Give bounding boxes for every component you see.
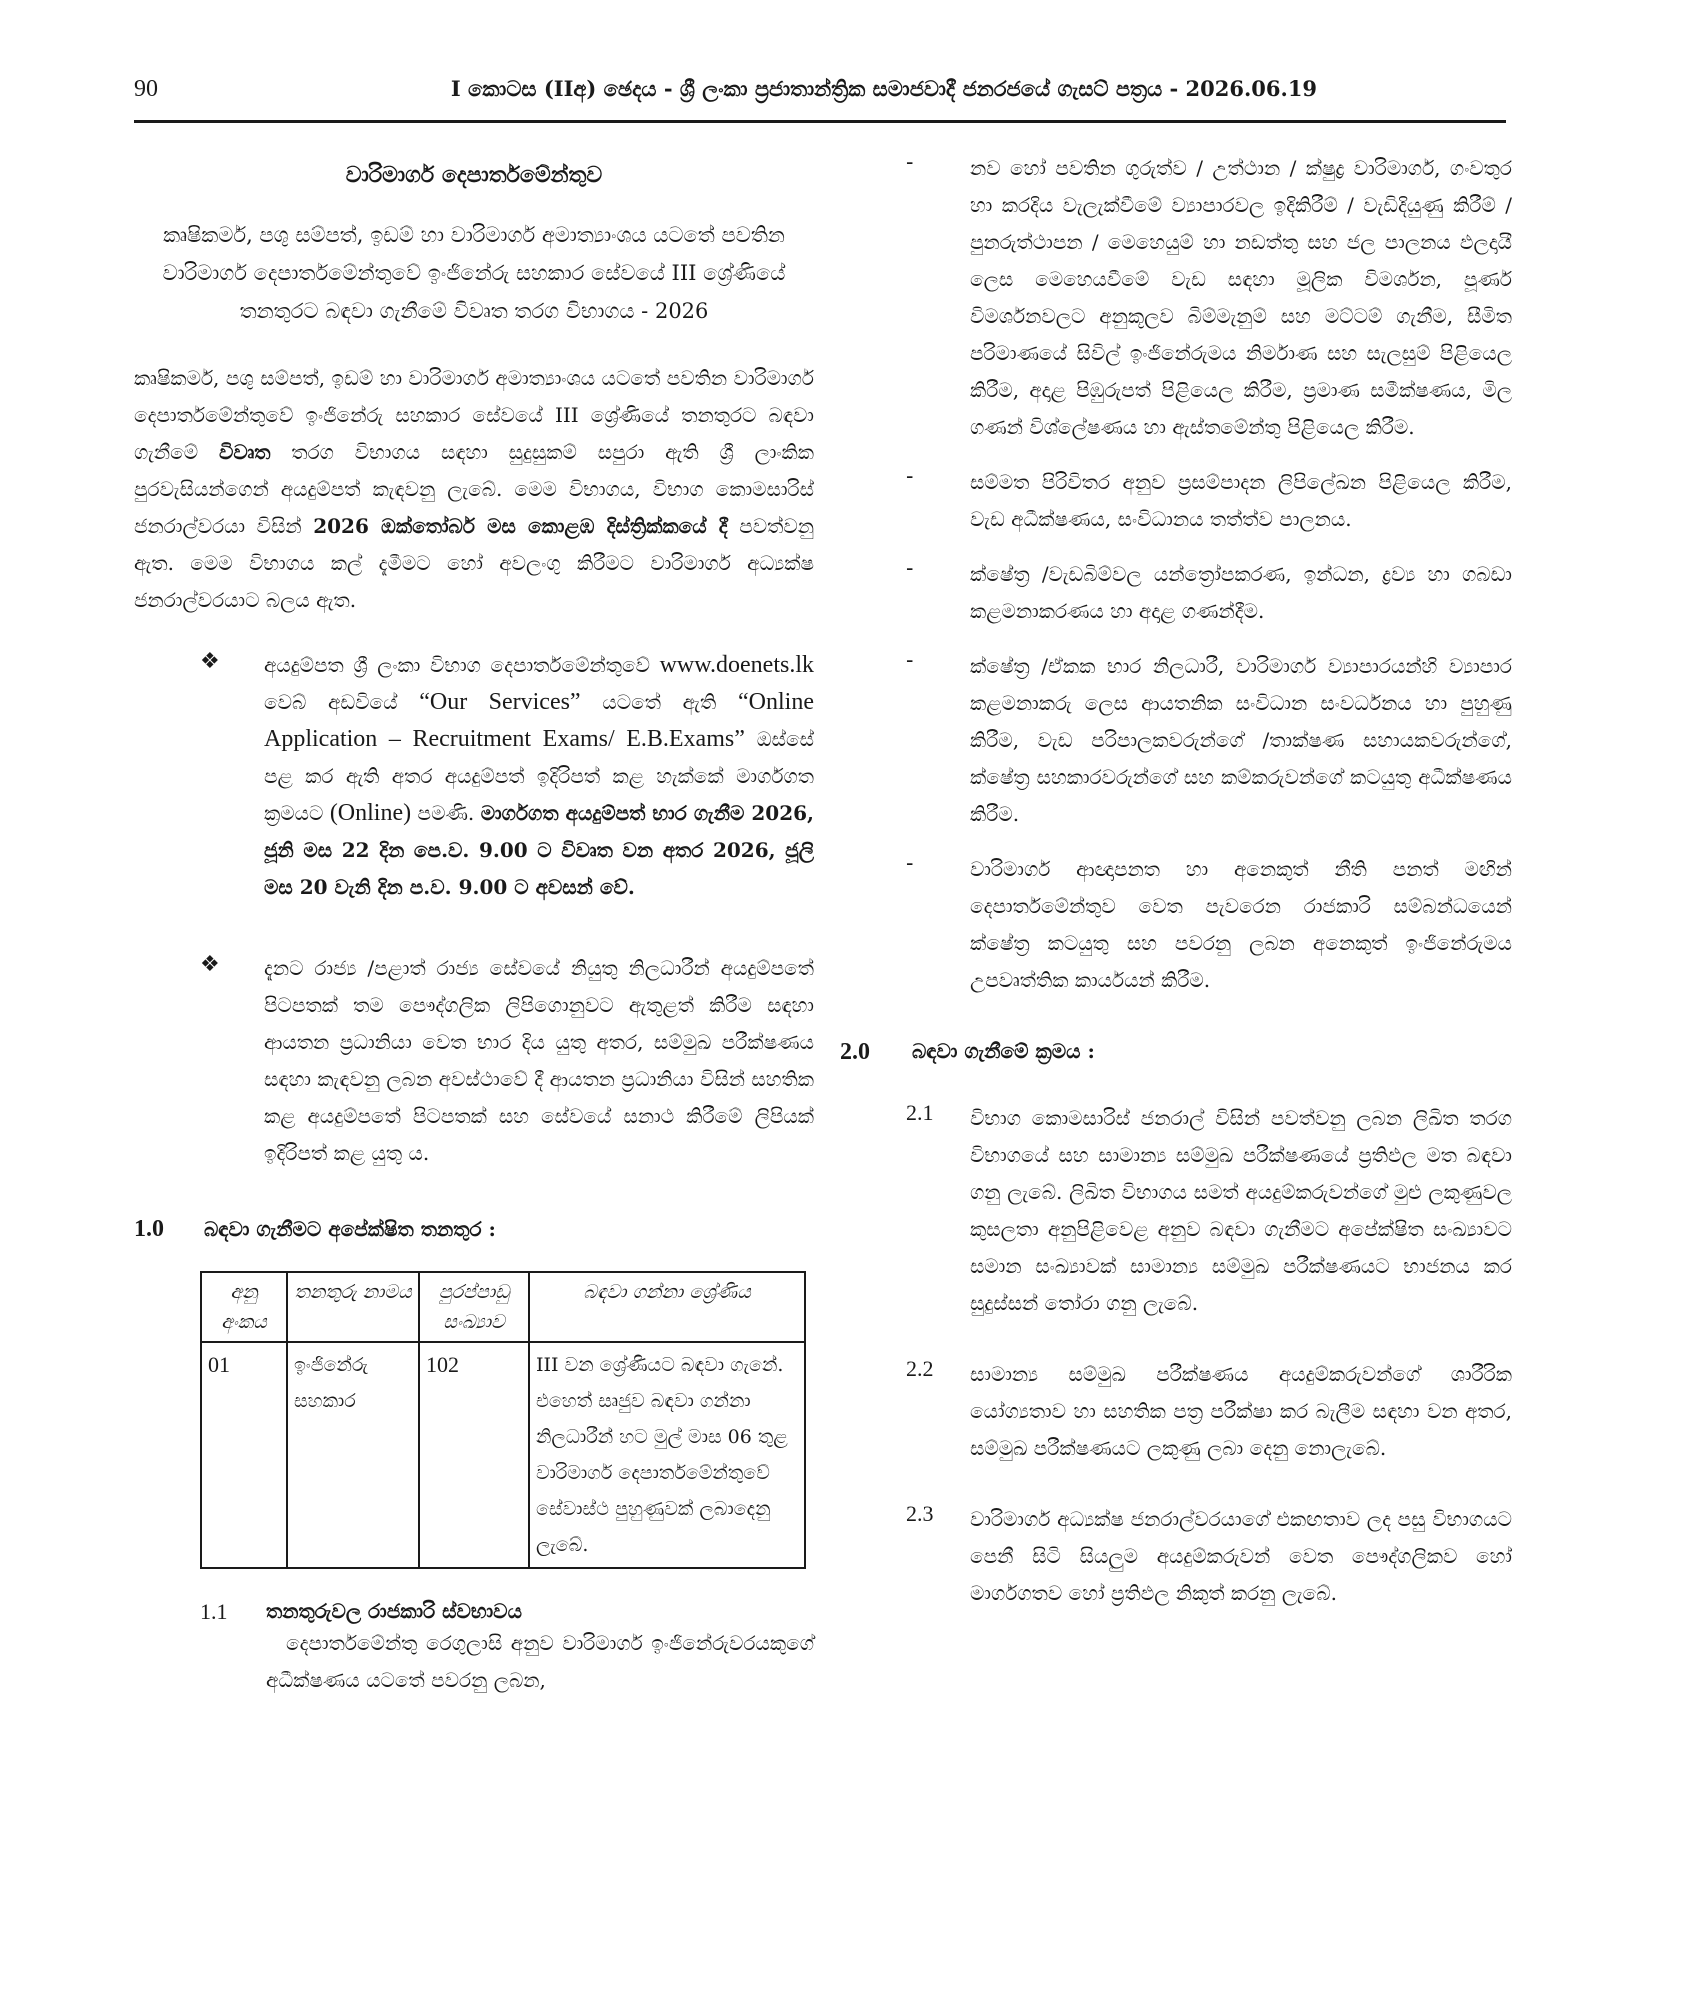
website-link[interactable]: www.doenets.lk bbox=[659, 652, 814, 678]
section-2-number: 2.0 bbox=[840, 1039, 870, 1065]
dash-marker: - bbox=[906, 464, 914, 489]
application-dates: මාර්ගගත අයදුම්පත් භාර ගැනීම 2026, ජූනි මස 22 දින පෙ.ව. 9.00 ට විවෘත වන අතර 2026, ජූලි මස 20 වැනි දින ප.ව. 9.00 ට අවසන් වේ. bbox=[264, 801, 814, 899]
posts-table bbox=[200, 1271, 806, 1569]
bullet-mark-icon: ❖ bbox=[200, 952, 220, 977]
section-1-1-number: 1.1 bbox=[200, 1599, 228, 1624]
cell-post-name: ඉංජිනේරු සහකාර bbox=[287, 1342, 419, 1568]
dash-marker: - bbox=[906, 648, 914, 673]
list-item bbox=[840, 150, 1512, 446]
left-column bbox=[134, 150, 814, 1699]
column-header-grade: බඳවා ගන්නා ශ්‍රේණිය bbox=[529, 1272, 805, 1342]
section-2-title: බඳවා ගැනීමේ ක්‍රමය : bbox=[912, 1039, 1095, 1063]
list-item bbox=[840, 556, 1512, 630]
bullet-public-officers bbox=[134, 950, 814, 1172]
item-text: සාමාන්‍ය සම්මුඛ පරීක්ෂණය අයදුම්කරුවන්ගේ ශාරීරික යෝග්‍යතාව හා සහතික පත්‍ර පරීක්ෂා කර බැලීම සඳහා වන අතර, සම්මුඛ පරීක්ෂණයට ලකුණු ලබා දෙනු නොලැබේ. bbox=[970, 1362, 1512, 1460]
bullet-application-text bbox=[264, 647, 814, 906]
duty-text: නව හෝ පවතින ගුරුත්ව / උත්ථාන / ක්ෂුද්‍ර වාරිමාර්ග, ගංවතුර හා කරදිය වැලැක්වීමේ ව්‍යාපාරවල ඉදිකිරීම් / වැඩිදියුණු කිරීම් / පුනරුත්ථාපන / මෙහෙයුම් හා නඩත්තු සහ ජල පාලනය ඵලදායී ලෙස මෙහෙයවීමේ වැඩ සඳහා මූලික විමර්ශන, පූර්ණ විමර්ශනවලට අනුකූලව බිම්මැනුම් සහ මට්ටම් ගැනීම, සීමිත පරිමාණයේ සිවිල් ඉංජිනේරුමය නිර්මාණ සහ සැලසුම් පිළියෙල කිරීම, අදාළ පිඹුරුපත් පිළියෙල කිරීම, ප්‍රමාණ සමීක්ෂණය, මිල ගණන් විශ්ලේෂණය හා ඇස්තමේන්තු පිළියෙල කිරීම. bbox=[970, 156, 1512, 439]
online-application-label: “Online Application – Recruitment Exams/ E.B.Exams” bbox=[264, 689, 814, 752]
bullet-application bbox=[134, 647, 814, 906]
list-item bbox=[840, 464, 1512, 538]
item-number: 2.2 bbox=[906, 1356, 934, 1381]
section-1-title: බඳවා ගැනීමට අපේක්ෂිත තනතුර : bbox=[204, 1217, 496, 1241]
intro-text-3: පවත්වනු ඇත. මෙම විභාගය කල් දැමීමට හෝ අවලංගු කිරීමට වාරිමාර්ග අධ්‍යක්ෂ ජනරාල්වරයාට බලය ඇත. bbox=[134, 514, 814, 612]
page-header bbox=[134, 70, 1506, 123]
bullet1-text-a: අයදුම්පත ශ්‍රී ලංකා විභාග දෙපාර්තමේන්තුවේ bbox=[264, 653, 660, 677]
section-1-1-text: දෙපාර්තමේන්තු රෙගුලාසි අනුව වාරිමාර්ග ඉංජිනේරුවරයකුගේ අධීක්ෂණය යටතේ පවරනු ලබන, bbox=[266, 1631, 814, 1692]
item-number: 2.1 bbox=[906, 1100, 934, 1125]
duty-text: සම්මත පිරිවිතර අනුව ප්‍රසම්පාදන ලිපිලේඛන පිළියෙල කිරීම, වැඩ අධීක්ෂණය, සංවිධානය තත්ත්ව පාලනය. bbox=[970, 470, 1512, 531]
duty-text: ක්ෂේත්‍ර /වැඩබිම්වල යන්ත්‍රෝපකරණ, ඉන්ධන, ද්‍රව්‍ය හා ගබඩා කළමනාකරණය හා අදාළ ගණන්දීම. bbox=[970, 562, 1512, 623]
bullet1-text-d: ඔස්සේ පළ කර ඇති අතර අයදුම්පත් ඉදිරිපත් කළ හැක්කේ මාර්ගගත ක්‍රමයට bbox=[264, 727, 814, 825]
cell-vacancies: 102 bbox=[419, 1342, 529, 1568]
intro-text-2: තරග විභාගය සඳහා සුදුසුකම් සපුරා ඇති ශ්‍රී ලාංකික පුරවැසියන්ගෙන් අයදුම්පත් කැඳවනු ලැබේ. මෙම විභාගය, විභාග කොමසාරිස් ජනරාල්වරයා විසින් bbox=[134, 440, 814, 538]
column-header-vacancies: පුරප්පාඩු සංඛ්‍යාව bbox=[419, 1272, 529, 1342]
dash-marker: - bbox=[906, 851, 914, 876]
bullet-mark-icon: ❖ bbox=[200, 649, 220, 674]
table-header-row bbox=[201, 1272, 805, 1342]
column-header-serial: අනු අංකය bbox=[201, 1272, 287, 1342]
table-row bbox=[201, 1342, 805, 1568]
cell-grade: III වන ශ්‍රේණියට බඳවා ගැනේ. එහෙත් සෘජුව බඳවා ගන්නා නිලධාරීන් හට මුල් මාස 06 තුළ වාරිමාර්ග දෙපාර්තමේන්තුවේ සේවාස්ථ පුහුණුවක් ලබාදෙනු ලැබේ. bbox=[529, 1342, 805, 1568]
recruitment-list bbox=[840, 1100, 1512, 1612]
duty-text: ක්ෂේත්‍ර /ඒකක භාර නිලධාරී, වාරිමාර්ග ව්‍යාපාරයන්හි ව්‍යාපාර කළමනාකරු ලෙස ආයතනික සංවිධාන සංවර්ධනය හා පුහුණු කිරීම, වැඩ පරිපාලකවරුන්ගේ /තාක්ෂණ සහායකවරුන්ගේ, ක්ෂේත්‍ර සහකාරවරුන්ගේ සහ කම්කරුවන්ගේ කටයුතු අධීක්ෂණය කිරීම. bbox=[970, 654, 1512, 826]
duties-list bbox=[840, 150, 1512, 999]
intro-text-1: කෘෂිකර්ම, පශු සම්පත්, ඉඩම් හා වාරිමාර්ග අමාත්‍යාංශය යටතේ පවතින වාරිමාර්ග දෙපාර්තමේන්තුවේ ඉංජිනේරු සහකාර සේවයේ III ශ්‍රේණියේ තනතුරට බඳවා ගැනීමේ bbox=[134, 366, 814, 464]
list-item bbox=[840, 851, 1512, 999]
dash-marker: - bbox=[906, 556, 914, 581]
section-1-heading bbox=[134, 1216, 814, 1243]
our-services-label: “Our Services” bbox=[419, 689, 581, 715]
duty-text: වාරිමාර්ග ආඥාපනත හා අනෙකුත් නීති පනත් මඟින් දෙපාර්තමේන්තුව වෙත පැවරෙන රාජකාරි සම්බන්ධයෙන් ක්ෂේත්‍ර කටයුතු සහ පවරනු ලබන අනෙකුත් ඉංජිනේරුමය උපවෘත්තික කාර්යයන් කිරීම. bbox=[970, 857, 1512, 992]
section-1-1-title: තනතුරුවල රාජකාරි ස්වභාවය bbox=[266, 1599, 522, 1623]
item-number: 2.3 bbox=[906, 1501, 934, 1526]
dash-marker: - bbox=[906, 150, 914, 175]
section-1-1-heading bbox=[200, 1599, 814, 1625]
intro-bold-date: 2026 ඔක්තෝබර් මස කොළඹ දිස්ත්‍රික්කයේ දී bbox=[313, 514, 728, 538]
intro-bold-open: විවෘත bbox=[218, 440, 271, 464]
bullet1-text-e: පමණි. bbox=[411, 801, 481, 825]
item-text: විභාග කොමසාරිස් ජනරාල් විසින් පවත්වනු ලබන ලිඛිත තරග විභාගයේ සහ සාමාන්‍ය සම්මුඛ පරීක්ෂණයේ ප්‍රතිඵල මත බඳවා ගනු ලැබේ. ලිඛිත විභාගය සමත් අයදුම්කරුවන්ගේ මුළු ලකුණුවල කුසලතා අනුපිළිවෙළ අනුව බඳවා ගැනීමට අපේක්ෂිත සංඛ්‍යාවට සමාන සංඛ්‍යාවක් සාමාන්‍ය සම්මුඛ පරීක්ෂණයට භාජනය කර සුදුස්සන් තෝරා ගනු ලැබේ. bbox=[970, 1106, 1512, 1315]
section-1-number: 1.0 bbox=[134, 1216, 164, 1242]
notice-subtitle: කෘෂිකර්ම, පශු සම්පත්, ඉඩම් හා වාරිමාර්ග අමාත්‍යාංශය යටතේ පවතින වාරිමාර්ග දෙපාර්තමේන්තුවේ ඉංජිනේරු සහකාර සේවයේ III ශ්‍රේණියේ තනතුරට බඳවා ගැනීමේ විවෘත තරග විභාගය - 2026 bbox=[162, 223, 786, 323]
section-2-heading bbox=[840, 1039, 1512, 1066]
bullet1-text-c: යටතේ ඇති bbox=[580, 690, 739, 714]
list-item bbox=[840, 648, 1512, 833]
bullet1-text-b: වෙබ් අඩවියේ bbox=[264, 690, 420, 714]
list-item bbox=[840, 1501, 1512, 1612]
intro-paragraph bbox=[134, 360, 814, 619]
item-text: වාරිමාර්ග අධ්‍යක්ෂ ජනරාල්වරයාගේ එකඟතාව ලද පසු විභාගයට පෙනී සිටි සියලුම අයදුම්කරුවන් වෙත පෞද්ගලිකව හෝ මාර්ගගතව හෝ ප්‍රතිඵල නිකුත් කරනු ලැබේ. bbox=[970, 1507, 1512, 1605]
bullet-public-officers-text: දැනට රාජ්‍ය /පළාත් රාජ්‍ය සේවයේ නියුතු නිලධාරීන් අයදුම්පතේ පිටපතක් තම පෞද්ගලික ලිපිගොනුවට ඇතුළත් කිරීම සඳහා ආයතන ප්‍රධානියා වෙත භාර දිය යුතු අතර, සම්මුඛ පරීක්ෂණය සඳහා කැඳවනු ලබන අවස්ථාවේ දී ආයතන ප්‍රධානියා විසින් සහතික කළ අයදුම්පතේ පිටපතක් සහ සේවයේ සනාථ කිරීමේ ලිපියක් ඉදිරිපත් කළ යුතු ය. bbox=[264, 956, 814, 1165]
list-item bbox=[840, 1100, 1512, 1322]
running-title: I කොටස (IIඅ) ඡෙදය - ශ්‍රී ලංකා ප්‍රජාතාන්ත්‍රික සමාජවාදී ජනරජයේ ගැසට් පත්‍රය - 2026.06.19 bbox=[450, 76, 1318, 101]
online-label: (Online) bbox=[329, 800, 412, 826]
right-column bbox=[840, 150, 1512, 1612]
department-title: වාරිමාර්ග දෙපාර්තමේන්තුව bbox=[345, 162, 603, 188]
column-header-post-name: තනතුරු නාමය bbox=[287, 1272, 419, 1342]
page-number: 90 bbox=[134, 76, 158, 102]
list-item bbox=[840, 1356, 1512, 1467]
cell-serial: 01 bbox=[201, 1342, 287, 1568]
